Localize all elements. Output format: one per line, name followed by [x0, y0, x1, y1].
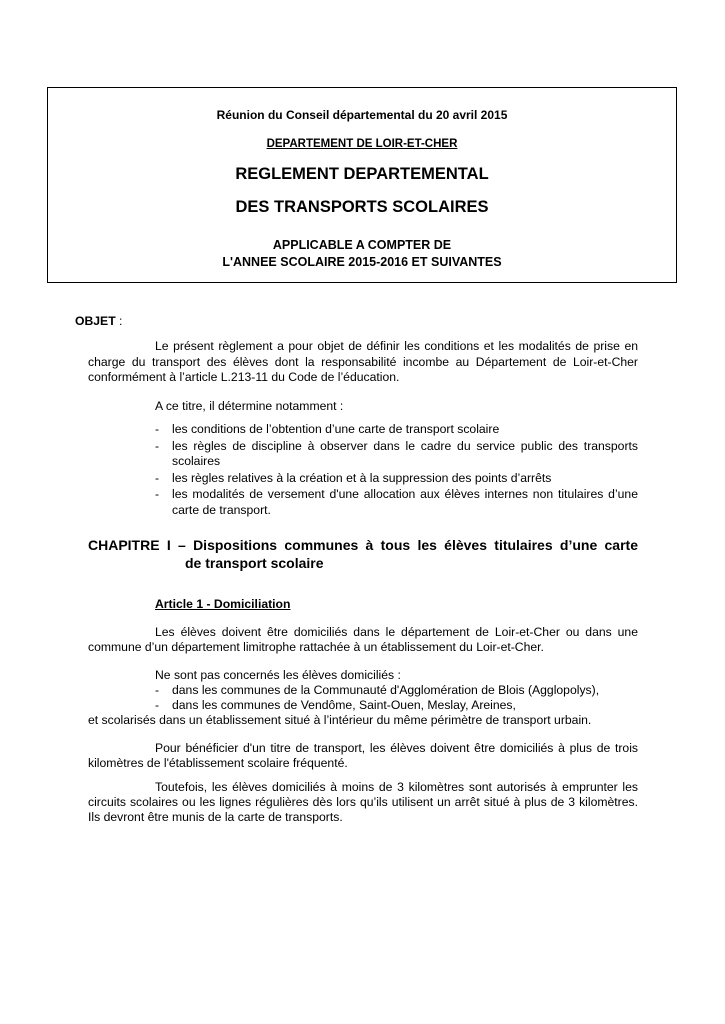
chapter-heading	[88, 536, 638, 572]
distance-paragraph-line1: Pour bénéficier d'un titre de transport, les élèves doivent être domiciliés à plus de trois	[155, 741, 638, 755]
applicability-line2: L'ANNEE SCOLAIRE 2015-2016 ET SUIVANTES	[222, 255, 502, 269]
article-paragraph-line1: Les élèves doivent être domiciliés dans le département de Loir-et-Cher ou dans une	[155, 625, 638, 639]
document-title-line1: REGLEMENT DEPARTEMENTAL	[235, 165, 489, 183]
objet-paragraph-line2: charge du transport des élèves dont la responsabilité incombe au Département de Loir-et-Cher	[88, 355, 638, 369]
list-item	[155, 422, 638, 438]
objet-colon: :	[115, 314, 123, 328]
exclusion-condition: et scolarisés dans un établissement situé à l’intérieur du même périmètre de transport urbain.	[88, 713, 592, 727]
exclusion-intro: Ne sont pas concernés les élèves domiciliés :	[155, 668, 401, 682]
dash-marker: -	[155, 422, 160, 436]
objet-bullet-list	[155, 422, 638, 519]
objet-paragraph-line3: conformément à l’article L.213-11 du Code de l’éducation.	[88, 370, 400, 384]
dash-marker: -	[155, 438, 160, 453]
chapter-heading-line1: CHAPITRE I – Dispositions communes à tous les élèves titulaires d’une carte	[88, 537, 638, 553]
list-item-text: les règles relatives à la création et à la suppression des points d’arrêts	[172, 470, 552, 485]
list-item-text-cont: scolaires	[172, 454, 221, 468]
list-item-text: les modalités de versement d'une allocation aux élèves internes non titulaires d’une	[172, 487, 638, 501]
list-item-text: les conditions de l’obtention d’une carte de transport scolaire	[172, 422, 500, 436]
list-item-text-cont: carte de transport.	[172, 502, 271, 517]
header-box	[47, 87, 677, 283]
exception-paragraph-line3: Ils devront être munis de la carte de transports.	[88, 810, 343, 824]
document-title-line2: DES TRANSPORTS SCOLAIRES	[235, 198, 489, 216]
list-item	[155, 439, 638, 470]
applicability-note	[48, 237, 676, 271]
objet-label: OBJET	[75, 314, 116, 328]
list-item	[155, 471, 638, 487]
article-title: Article 1 - Domiciliation	[155, 597, 291, 611]
exclusion-item-text: dans les communes de Vendôme, Saint-Ouen, Meslay, Areines,	[172, 698, 516, 712]
objet-heading	[75, 314, 122, 330]
exception-paragraph-line2: circuits scolaires ou les lignes régulières dès lors qu’ils utilisent un arrêt situé à plus de 3 kilomètres.	[88, 795, 638, 809]
objet-paragraph-line1: Le présent règlement a pour objet de définir les conditions et les modalités de prise en	[155, 339, 638, 353]
exclusion-item-text: dans les communes de la Communauté d'Agglomération de Blois (Agglopolys),	[172, 683, 600, 697]
exclusion-item	[155, 698, 516, 714]
dash-marker: -	[155, 487, 160, 501]
dash-marker: -	[155, 470, 160, 485]
list-item	[155, 487, 638, 518]
article-paragraph-line2: commune d’un département limitrophe rattachée à un établissement du Loir-et-Cher.	[88, 640, 544, 654]
distance-paragraph-line2: kilomètres de l'établissement scolaire fréquenté.	[88, 756, 348, 770]
exclusion-item	[155, 683, 599, 699]
exception-paragraph-line1: Toutefois, les élèves domiciliés à moins de 3 kilomètres sont autorisés à emprunter les	[155, 780, 638, 794]
department-line: DEPARTEMENT DE LOIR-ET-CHER	[266, 138, 458, 150]
dash-marker: -	[155, 683, 160, 697]
meeting-line: Réunion du Conseil départemental du 20 avril 2015	[216, 108, 508, 122]
applicability-line1: APPLICABLE A COMPTER DE	[272, 238, 452, 252]
chapter-heading-line2: de transport scolaire	[185, 555, 324, 571]
dash-marker: -	[155, 698, 160, 712]
list-item-text: les règles de discipline à observer dans le cadre du service public des transports	[172, 438, 638, 453]
objet-intro-list: A ce titre, il détermine notamment :	[155, 399, 344, 413]
